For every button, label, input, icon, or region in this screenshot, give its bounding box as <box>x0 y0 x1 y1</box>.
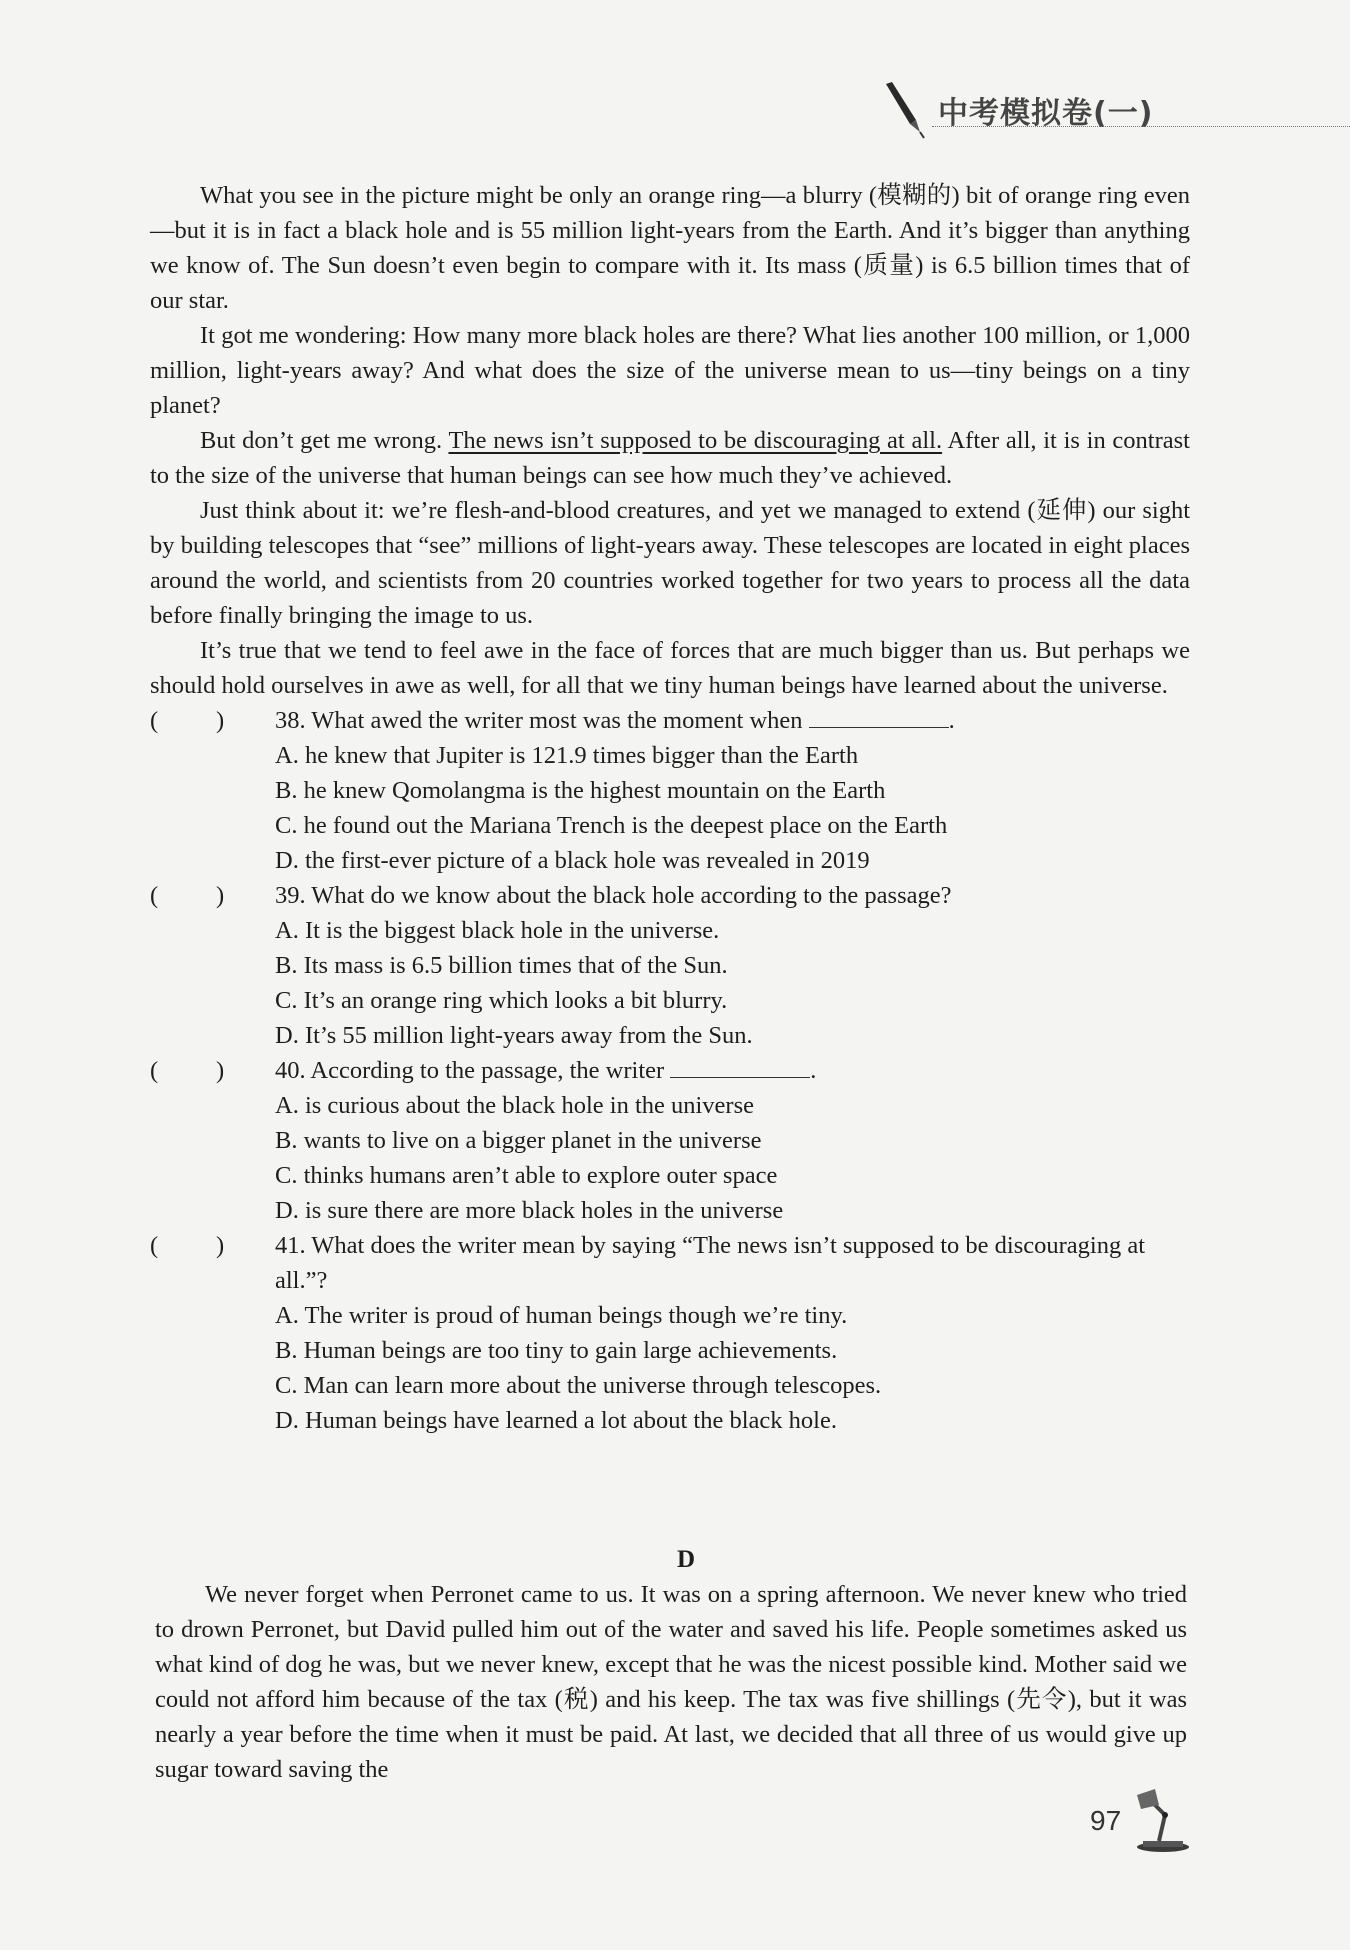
option-d: D. It’s 55 million light-years away from the Sun. <box>275 1022 753 1049</box>
answer-paren-close: ) <box>216 1232 225 1259</box>
page-number: 97 <box>1090 1805 1122 1836</box>
option-a: A. he knew that Jupiter is 121.9 times bigger than the Earth <box>275 742 859 769</box>
answer-paren-open: ( <box>150 707 159 734</box>
option-a: A. It is the biggest black hole in the universe. <box>275 917 720 944</box>
question-stem <box>150 1053 1190 1088</box>
question-stem <box>150 703 1190 738</box>
option-a: A. is curious about the black hole in the universe <box>275 1092 754 1119</box>
passage-paragraph: What you see in the picture might be only an orange ring—a blurry (模糊的) bit of orange ring even—but it is in fact a black hole and is 55 million light-years from the Earth. And it’s bigger than anything we know of. The Sun doesn’t even begin to compare with it. Its mass (质量) is 6.5 billion times that of our star. <box>150 182 1190 314</box>
answer-blank[interactable] <box>809 703 949 728</box>
exam-title: 中考模拟卷(一) <box>938 96 1154 131</box>
question-text: 38. What awed the writer most was the moment when <box>275 707 809 734</box>
answer-blank[interactable] <box>670 1053 810 1078</box>
option-b: B. Human beings are too tiny to gain large achievements. <box>275 1337 838 1364</box>
desk-lamp-icon <box>1125 1785 1195 1855</box>
answer-paren-close: ) <box>216 882 225 909</box>
question-text: 40. According to the passage, the writer <box>275 1057 671 1084</box>
answer-paren-open: ( <box>150 1057 159 1084</box>
question-stem: 39. What do we know about the black hole according to the passage? <box>275 882 952 909</box>
option-b: B. wants to live on a bigger planet in the universe <box>275 1127 762 1154</box>
passage-paragraph <box>150 423 1190 493</box>
option-c: C. he found out the Mariana Trench is the deepest place on the Earth <box>275 812 948 839</box>
answer-paren-close: ) <box>216 707 225 734</box>
question-39 <box>150 878 1190 913</box>
passage-paragraph: It got me wondering: How many more black holes are there? What lies another 100 million, or 1,000 million, light-years away? And what does the size of the universe mean to us—tiny beings on a tiny planet? <box>150 322 1190 419</box>
option-b: B. Its mass is 6.5 billion times that of the Sun. <box>275 952 728 979</box>
question-41 <box>150 1228 1190 1298</box>
option-c: C. It’s an orange ring which looks a bit blurry. <box>275 987 728 1014</box>
section-heading: D <box>676 1546 696 1573</box>
header-divider <box>932 126 1350 127</box>
answer-paren-open: ( <box>150 882 159 909</box>
underlined-sentence: The news isn’t supposed to be discouraging at all. <box>448 427 943 454</box>
option-a: A. The writer is proud of human beings though we’re tiny. <box>275 1302 848 1329</box>
option-d: D. is sure there are more black holes in the universe <box>275 1197 784 1224</box>
passage-c <box>150 178 1190 1438</box>
paragraph-text: After all, it is in contrast to the size of the universe that human beings can see how much they’ve achieved. <box>150 427 1190 489</box>
answer-paren-close: ) <box>216 1057 225 1084</box>
answer-paren-open: ( <box>150 1232 159 1259</box>
passage-paragraph: It’s true that we tend to feel awe in the face of forces that are much bigger than us. But perhaps we should hold ourselves in awe as well, for all that we tiny human beings have learned about the universe. <box>150 637 1190 699</box>
passage-d <box>155 1542 1187 1787</box>
question-punct: . <box>948 707 955 734</box>
page-header <box>880 80 1350 140</box>
option-d: D. the first-ever picture of a black hole was revealed in 2019 <box>275 847 870 874</box>
passage-paragraph: We never forget when Perronet came to us. It was on a spring afternoon. We never knew who tried to drown Perronet, but David pulled him out of the water and saved his life. People sometimes asked us what kind of dog he was, but we never knew, except that he was the nicest possible kind. Mother said we could not afford him because of the tax (税) and his keep. The tax was five shillings (先令), but it was nearly a year before the time when it must be paid. At last, we decided that all three of us would give up sugar toward saving the <box>155 1581 1187 1783</box>
question-40 <box>150 1053 1190 1088</box>
paragraph-text: But don’t get me wrong. <box>200 427 449 454</box>
option-c: C. thinks humans aren’t able to explore outer space <box>275 1162 778 1189</box>
question-stem: 41. What does the writer mean by saying “The news isn’t supposed to be discouraging at all.”? <box>275 1232 1146 1294</box>
question-punct: . <box>810 1057 817 1084</box>
passage-paragraph: Just think about it: we’re flesh-and-blood creatures, and yet we managed to extend (延伸) our sight by building telescopes that “see” millions of light-years away. These telescopes are located in eight places around the world, and scientists from 20 countries worked together for two years to process all the data before finally bringing the image to us. <box>150 497 1190 629</box>
option-d: D. Human beings have learned a lot about the black hole. <box>275 1407 837 1434</box>
option-c: C. Man can learn more about the universe through telescopes. <box>275 1372 882 1399</box>
question-38 <box>150 703 1190 738</box>
option-b: B. he knew Qomolangma is the highest mountain on the Earth <box>275 777 886 804</box>
pen-icon <box>880 80 926 140</box>
